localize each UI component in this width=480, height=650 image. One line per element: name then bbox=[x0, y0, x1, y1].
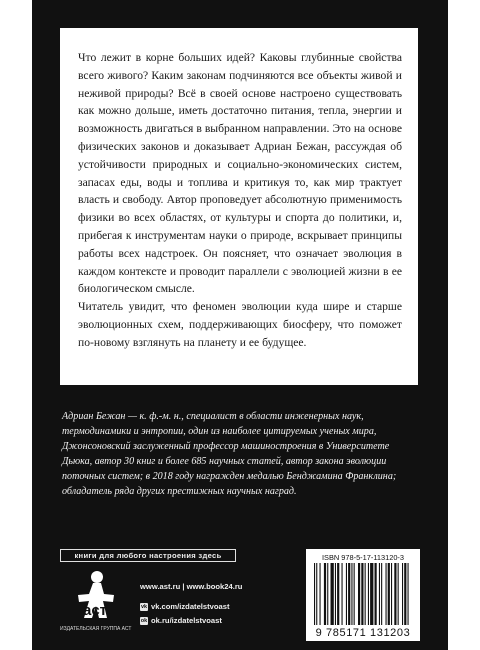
barcode-stripe bbox=[386, 563, 387, 625]
social-link-label: ok.ru/izdatelstvoast bbox=[151, 616, 222, 625]
barcode-stripe bbox=[316, 563, 317, 625]
barcode-stripe bbox=[375, 563, 377, 625]
publisher-logo bbox=[60, 568, 130, 638]
barcode-stripe bbox=[331, 563, 334, 625]
ok-icon: ok bbox=[140, 618, 148, 624]
barcode-stripe bbox=[320, 563, 321, 625]
barcode-stripe bbox=[370, 563, 373, 625]
barcode-stripe bbox=[348, 563, 350, 625]
social-link-label: vk.com/izdatelstvoast bbox=[151, 602, 230, 611]
barcode-stripe bbox=[354, 563, 355, 625]
social-link-vk[interactable] bbox=[140, 600, 242, 614]
description-paragraph-2: Читатель увидит, что феномен эволюции куда шире и старше эволюционных схем, поддерживающих биосферу, что поможет по-новому взглянуть на планету и ее будущее. bbox=[78, 300, 402, 349]
barcode-block bbox=[306, 549, 420, 641]
barcode-stripe bbox=[337, 563, 339, 625]
barcode-icon bbox=[313, 563, 413, 627]
barcode-stripe bbox=[314, 563, 315, 625]
barcode-stripe bbox=[324, 563, 326, 625]
publisher-links bbox=[140, 580, 242, 628]
barcode-stripe bbox=[391, 563, 392, 625]
description-panel bbox=[60, 28, 418, 385]
publisher-caption: ИЗДАТЕЛЬСКАЯ ГРУППА АСТ bbox=[60, 626, 132, 632]
vk-icon: vk bbox=[140, 604, 148, 610]
barcode-stripe bbox=[368, 563, 369, 625]
websites-link[interactable]: www.ast.ru | www.book24.ru bbox=[140, 582, 243, 591]
barcode-stripe bbox=[365, 563, 366, 625]
author-bio: Адриан Бежан — к. ф.-м. н., специалист в области инженерных наук, термодинамики и энтропии, один из наиболее цитируемых ученых мира, Джонсоновский заслуженный профессор машиностроения в Университете Дьюка, автор 30 книг и более 685 научных статей, автор закона эволюции поточных систем; в 2018 году награжден медалью Бенджамина Франклина; обладатель ряда других престижных научных наград. bbox=[62, 411, 397, 497]
description-text bbox=[60, 28, 418, 352]
barcode-stripe bbox=[404, 563, 406, 625]
description-paragraph-1: Что лежит в корне больших идей? Каковы глубинные свойства всего живого? Каким законам подчиняются все объекты живой и неживой природы? Всё в своей основе настроено существовать как можно дольше, иметь достаточно питания, тепла, энергии и возможность двигаться в выбранном направлении. Это на основе физических законов и доказывает Адриан Бежан, рассуждая об устойчивости природных и социально-экономических систем, запасах еды, воды и топлива и критикуя то, как мир трактует власть и свободу. Автор проповедует абсолютную применимость физики во всех областях, от культуры и спорта до политики, и, прибегая к инструментам науки о природе, вскрывает принципы работы всех надстроек. Он поясняет, что означает эволюция в каждом контексте и проводит параллели с эволюцией жизни в ее биологическом смысле. bbox=[78, 51, 402, 296]
ast-logo-icon bbox=[60, 568, 130, 626]
barcode-stripe bbox=[342, 563, 343, 625]
barcode-stripe bbox=[398, 563, 399, 625]
barcode-stripe bbox=[346, 563, 347, 625]
social-link-ok[interactable] bbox=[140, 614, 242, 628]
barcode-stripe bbox=[379, 563, 380, 625]
barcode-stripe bbox=[335, 563, 336, 625]
publisher-tagline: книги для любого настроения здесь bbox=[60, 549, 236, 562]
isbn-number: ISBN 978-5-17-113120-3 bbox=[321, 553, 405, 562]
barcode-stripe bbox=[351, 563, 352, 625]
barcode-stripe bbox=[402, 563, 403, 625]
svg-text:аст: аст bbox=[82, 602, 108, 619]
barcode-stripe bbox=[361, 563, 363, 625]
barcode-stripe bbox=[358, 563, 360, 625]
barcode-stripe bbox=[381, 563, 382, 625]
barcode-stripe bbox=[388, 563, 390, 625]
barcode-stripe bbox=[394, 563, 396, 625]
barcode-stripe bbox=[327, 563, 328, 625]
barcode-stripe bbox=[408, 563, 409, 625]
ean-number: 9 785171 131203 bbox=[315, 627, 411, 639]
